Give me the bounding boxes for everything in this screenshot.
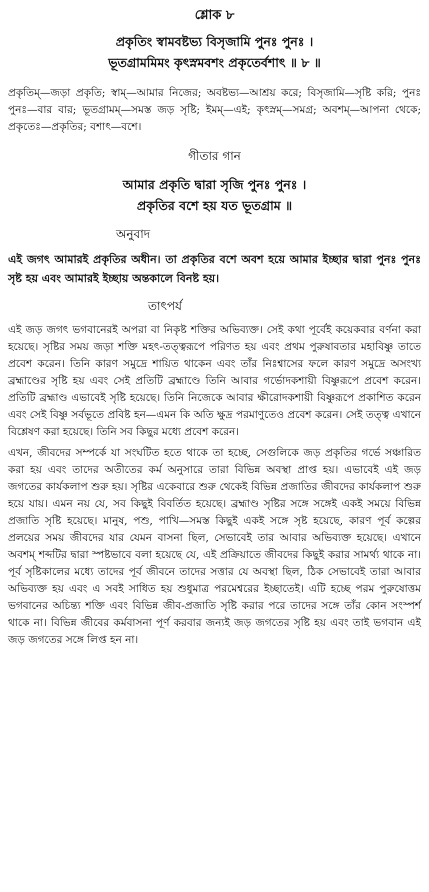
translation-text: এই জগৎ আমারই প্রকৃতির অধীন। তা প্রকৃতির বশে অবশ হয়ে আমার ইচ্ছার দ্বারা পুনঃ পুনঃ সৃষ্ট হয় এবং আমারই ইচ্ছায় অন্তকালে বিনষ্ট হয়।	[8, 253, 421, 285]
word-meanings: প্রকৃতিম্—জড়া প্রকৃতি; স্বাম্—আমার নিজের; অবষ্টভ্য—আশ্রয় করে; বিসৃজামি—সৃষ্টি করি; পুনঃ পুনঃ—বার বার; ভূতগ্রামম্—সমস্ত জড় সৃষ্টি; ইমম্—এই; কৃৎস্নম্—সমগ্র; অবশম্—আপনা থেকে; প্রকৃতেঃ—প্রকৃতির; বশাৎ—বশে।	[8, 87, 421, 133]
purport-title: তাৎপর্য	[148, 299, 182, 313]
song-line-1: আমার প্রকৃতি দ্বারা সৃজি পুনঃ পুনঃ ।	[122, 177, 307, 192]
verse-line-2: ভূতগ্রামমিমং কৃৎস্নমবশং প্রকৃতের্বশাৎ ॥ ৮ ॥	[108, 55, 321, 70]
translation-title: অনুবাদ	[116, 227, 151, 241]
purport-paragraph: এখন, জীবদের সম্পর্কে যা সংঘটিত হতে থাকে তা হচ্ছে, সেগুলিকে জড় প্রকৃতির গর্ভে সঞ্চারিত করা হয় এবং তাদের অতীতের কর্ম অনুসারে তারা বিভিন্ন অবস্থা প্রাপ্ত হয়। এভাবেই এই জড় জগতের কার্যকলাপ শুরু হয়। সৃষ্টির একেবারে শুরু থেকেই বিভিন্ন প্রজাতির জীবদের কার্যকলাপ শুরু হয়ে যায়। এমন নয় যে, সব কিছুই বিবর্তিত হয়েছে। ব্রহ্মাণ্ড সৃষ্টির সঙ্গে সঙ্গেই একই সময়ে বিভিন্ন প্রজাতি সৃষ্টি হয়েছে। মানুষ, পশু, পাখি—সমস্ত কিছুই একই সঙ্গে সৃষ্ট হয়েছে, কারণ পূর্ব কল্পের প্রলয়ের সময় জীবদের যার যেমন বাসনা ছিল, সেভাবেই তার আবার অভিব্যক্ত হয়েছে। এখানে অবশম্ শব্দটির দ্বারা স্পষ্টভাবে বলা হয়েছে যে, এই প্রক্রিয়াতে জীবদের কিছুই করার সামর্থ্য থাকে না। পূর্ব সৃষ্টিকালের মধ্যে তাদের পূর্ব জীবনে তাদের সত্তার যে অবস্থা ছিল, ঠিক সেভাবেই তারা আবার অভিব্যক্ত হয় এবং এ সবই সাধিত হয় শুধুমাত্র পরমেশ্বরের ইচ্ছাতেই। এটি হচ্ছে পরম পুরুষোত্তম ভগবানের অচিন্ত্য শক্তি এবং বিভিন্ন জীব-প্রজাতি সৃষ্টি করার পরে তাদের সঙ্গে তাঁর কোন সংস্পর্শ থাকে না। বিভিন্ন জীবের কর্মবাসনা পূর্ণ করবার জন্যই জড় জগতের সৃষ্টি হয় এবং তাই ভগবান এই জড় জগতের সঙ্গে লিপ্ত হন না।	[8, 447, 421, 646]
verse-heading: শ্লোক ৮	[194, 8, 235, 23]
song-line-2: প্রকৃতির বশে হয় যত ভূতগ্রাম ॥	[136, 198, 293, 213]
song-heading: গীতার গান	[188, 149, 241, 163]
verse-line-1: প্রকৃতিং স্বামবষ্টভ্য বিসৃজামি পুনঃ পুনঃ ।	[115, 34, 314, 49]
purport-paragraph: এই জড় জগৎ ভগবানেরই অপরা বা নিকৃষ্ট শক্তির অভিব্যক্ত। সেই কথা পূর্বেই কয়েকবার বর্ণনা করা হয়েছে। সৃষ্টির সময় জড়া শক্তি মহৎ-তত্ত্বরূপে পরিণত হয় এবং প্রথম পুরুষাবতার মহাবিষ্ণু তাতে প্রবেশ করেন। তিনি কারণ সমুদ্রে শায়িত থাকেন এবং তাঁর নিঃশ্বাসের ফলে কারণ সমুদ্রে অসংখ্য ব্রহ্মাণ্ডের সৃষ্টি হয় এবং সেই প্রতিটি ব্রহ্মাণ্ডে তিনি আবার গর্ভোদকশায়ী বিষ্ণুরূপে প্রবেশ করেন। প্রতিটি ব্রহ্মাণ্ড এভাবেই সৃষ্টি হয়েছে। তিনি নিজেকে আবার ক্ষীরোদকশায়ী বিষ্ণুরূপে প্রকাশিত করেন এবং সেই বিষ্ণু সর্বভূতে প্রবিষ্ট হন—এমন কি অতি ক্ষুদ্র পরমাণুতেও প্রবেশ করেন। সেই তত্ত্ব এখানে বিশ্লেষণ করা হয়েছে। তিনি সব কিছুর মধ্যে প্রবেশ করেন।	[8, 324, 421, 438]
